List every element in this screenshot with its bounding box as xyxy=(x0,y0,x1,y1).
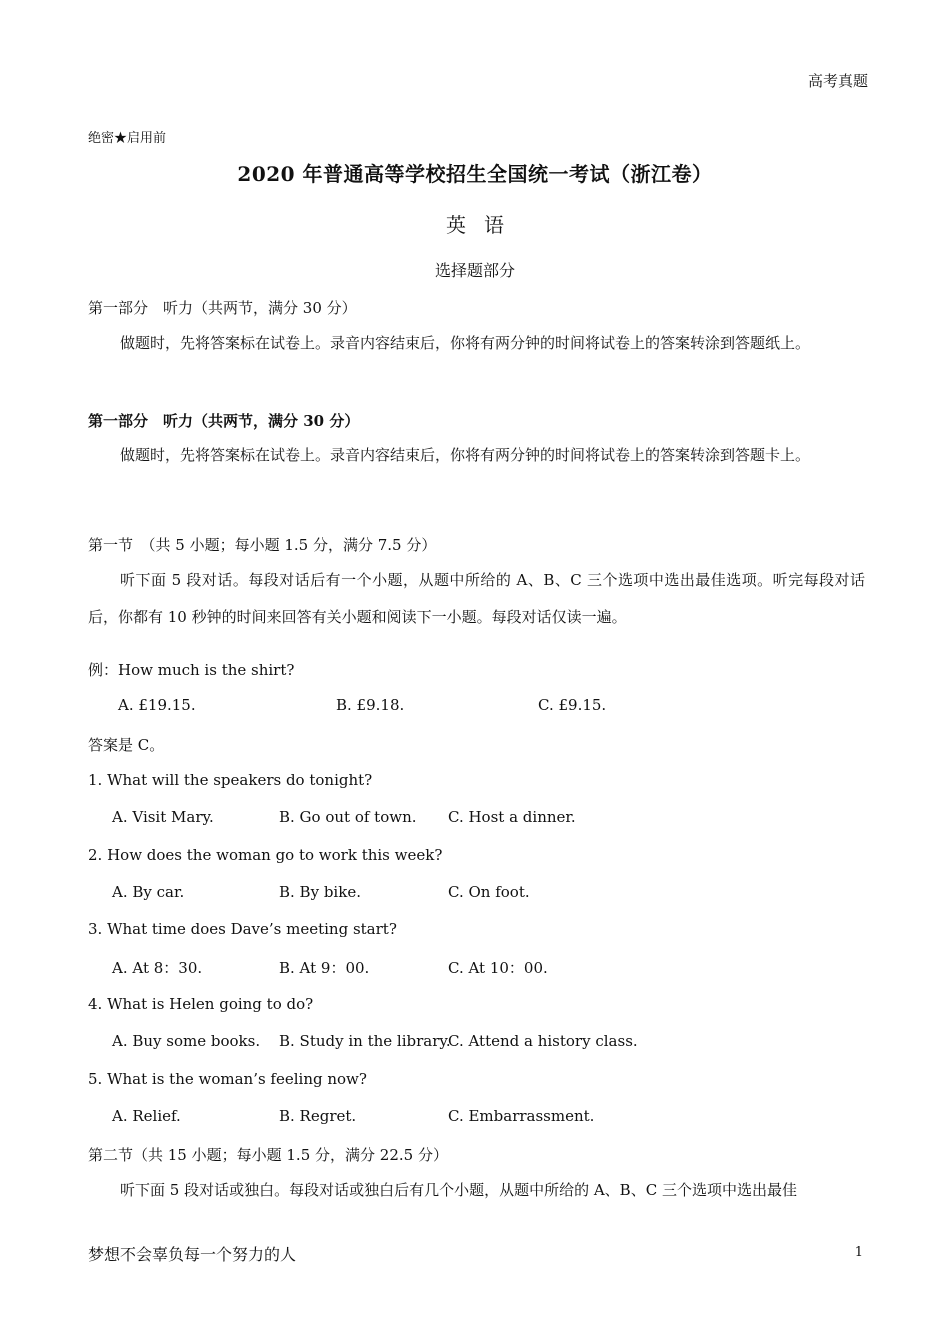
question-2: 2. How does the woman go to work this week? xyxy=(88,846,443,864)
section-title: 选择题部分 xyxy=(434,261,515,280)
q4-option-c: C. Attend a history class. xyxy=(448,1032,638,1050)
section2-instruction: 听下面 5 段对话或独白。每段对话或独白后有几个小题，从题中所给的 A、B、C 三个选项中选出最佳 xyxy=(120,1181,797,1199)
q4-option-a: A. Buy some books. xyxy=(112,1032,261,1050)
q3-option-c: C. At 10：00. xyxy=(448,959,548,977)
page-number: 1 xyxy=(854,1245,863,1260)
question-3: 3. What time does Dave’s meeting start? xyxy=(88,920,397,938)
q5-option-c: C. Embarrassment. xyxy=(448,1107,595,1125)
section1-heading: 第一节 （共 5 小题；每小题 1.5 分，满分 7.5 分） xyxy=(88,536,437,554)
question-4: 4. What is Helen going to do? xyxy=(88,995,314,1013)
q1-option-a: A. Visit Mary. xyxy=(112,808,214,826)
q3-option-b: B. At 9：00. xyxy=(279,959,370,977)
q2-option-c: C. On foot. xyxy=(448,883,530,901)
secret-mark: 绝密★启用前 xyxy=(88,131,167,146)
q2-option-a: A. By car. xyxy=(112,883,185,901)
q5-option-a: A. Relief. xyxy=(112,1107,181,1125)
footer-motto: 梦想不会辜负每一个努力的人 xyxy=(88,1245,297,1264)
section1-instruction: 听下面 5 段对话。每段对话后有一个小题，从题中所给的 A、B、C 三个选项中选出最佳选项。听完每段对话后，你都有 10 秒钟的时间来回答有关小题和阅读下一小题。每段对话仅读一遍。 xyxy=(88,571,865,626)
example-option-c: C. £9.15. xyxy=(538,696,607,714)
q2-option-b: B. By bike. xyxy=(279,883,361,901)
example-option-a: A. £19.15. xyxy=(118,696,196,714)
part1-heading: 第一部分 听力（共两节，满分 30 分） xyxy=(88,299,357,317)
header-label: 高考真题 xyxy=(807,72,868,90)
subject-title: 英语 xyxy=(446,213,522,237)
q5-option-b: B. Regret. xyxy=(279,1107,357,1125)
q1-option-b: B. Go out of town. xyxy=(279,808,417,826)
q1-option-c: C. Host a dinner. xyxy=(448,808,576,826)
part1-instruction: 做题时，先将答案标在试卷上。录音内容结束后，你将有两分钟的时间将试卷上的答案转涂到答题纸上。 xyxy=(120,334,811,352)
q3-option-a: A. At 8：30. xyxy=(112,959,203,977)
example-question: 例：How much is the shirt? xyxy=(88,661,295,679)
question-5: 5. What is the woman’s feeling now? xyxy=(88,1070,367,1088)
exam-title: 2020 年普通高等学校招生全国统一考试（浙江卷） xyxy=(237,162,713,186)
example-option-b: B. £9.18. xyxy=(336,696,405,714)
q4-option-b: B. Study in the library. xyxy=(279,1032,451,1050)
section2-heading: 第二节（共 15 小题；每小题 1.5 分，满分 22.5 分） xyxy=(88,1146,448,1164)
question-1: 1. What will the speakers do tonight? xyxy=(88,771,373,789)
example-answer: 答案是 C。 xyxy=(88,736,165,754)
part1-heading-bold: 第一部分 听力（共两节，满分 30 分） xyxy=(88,412,360,430)
part1-instruction-2: 做题时，先将答案标在试卷上。录音内容结束后，你将有两分钟的时间将试卷上的答案转涂到答题卡上。 xyxy=(120,446,811,464)
